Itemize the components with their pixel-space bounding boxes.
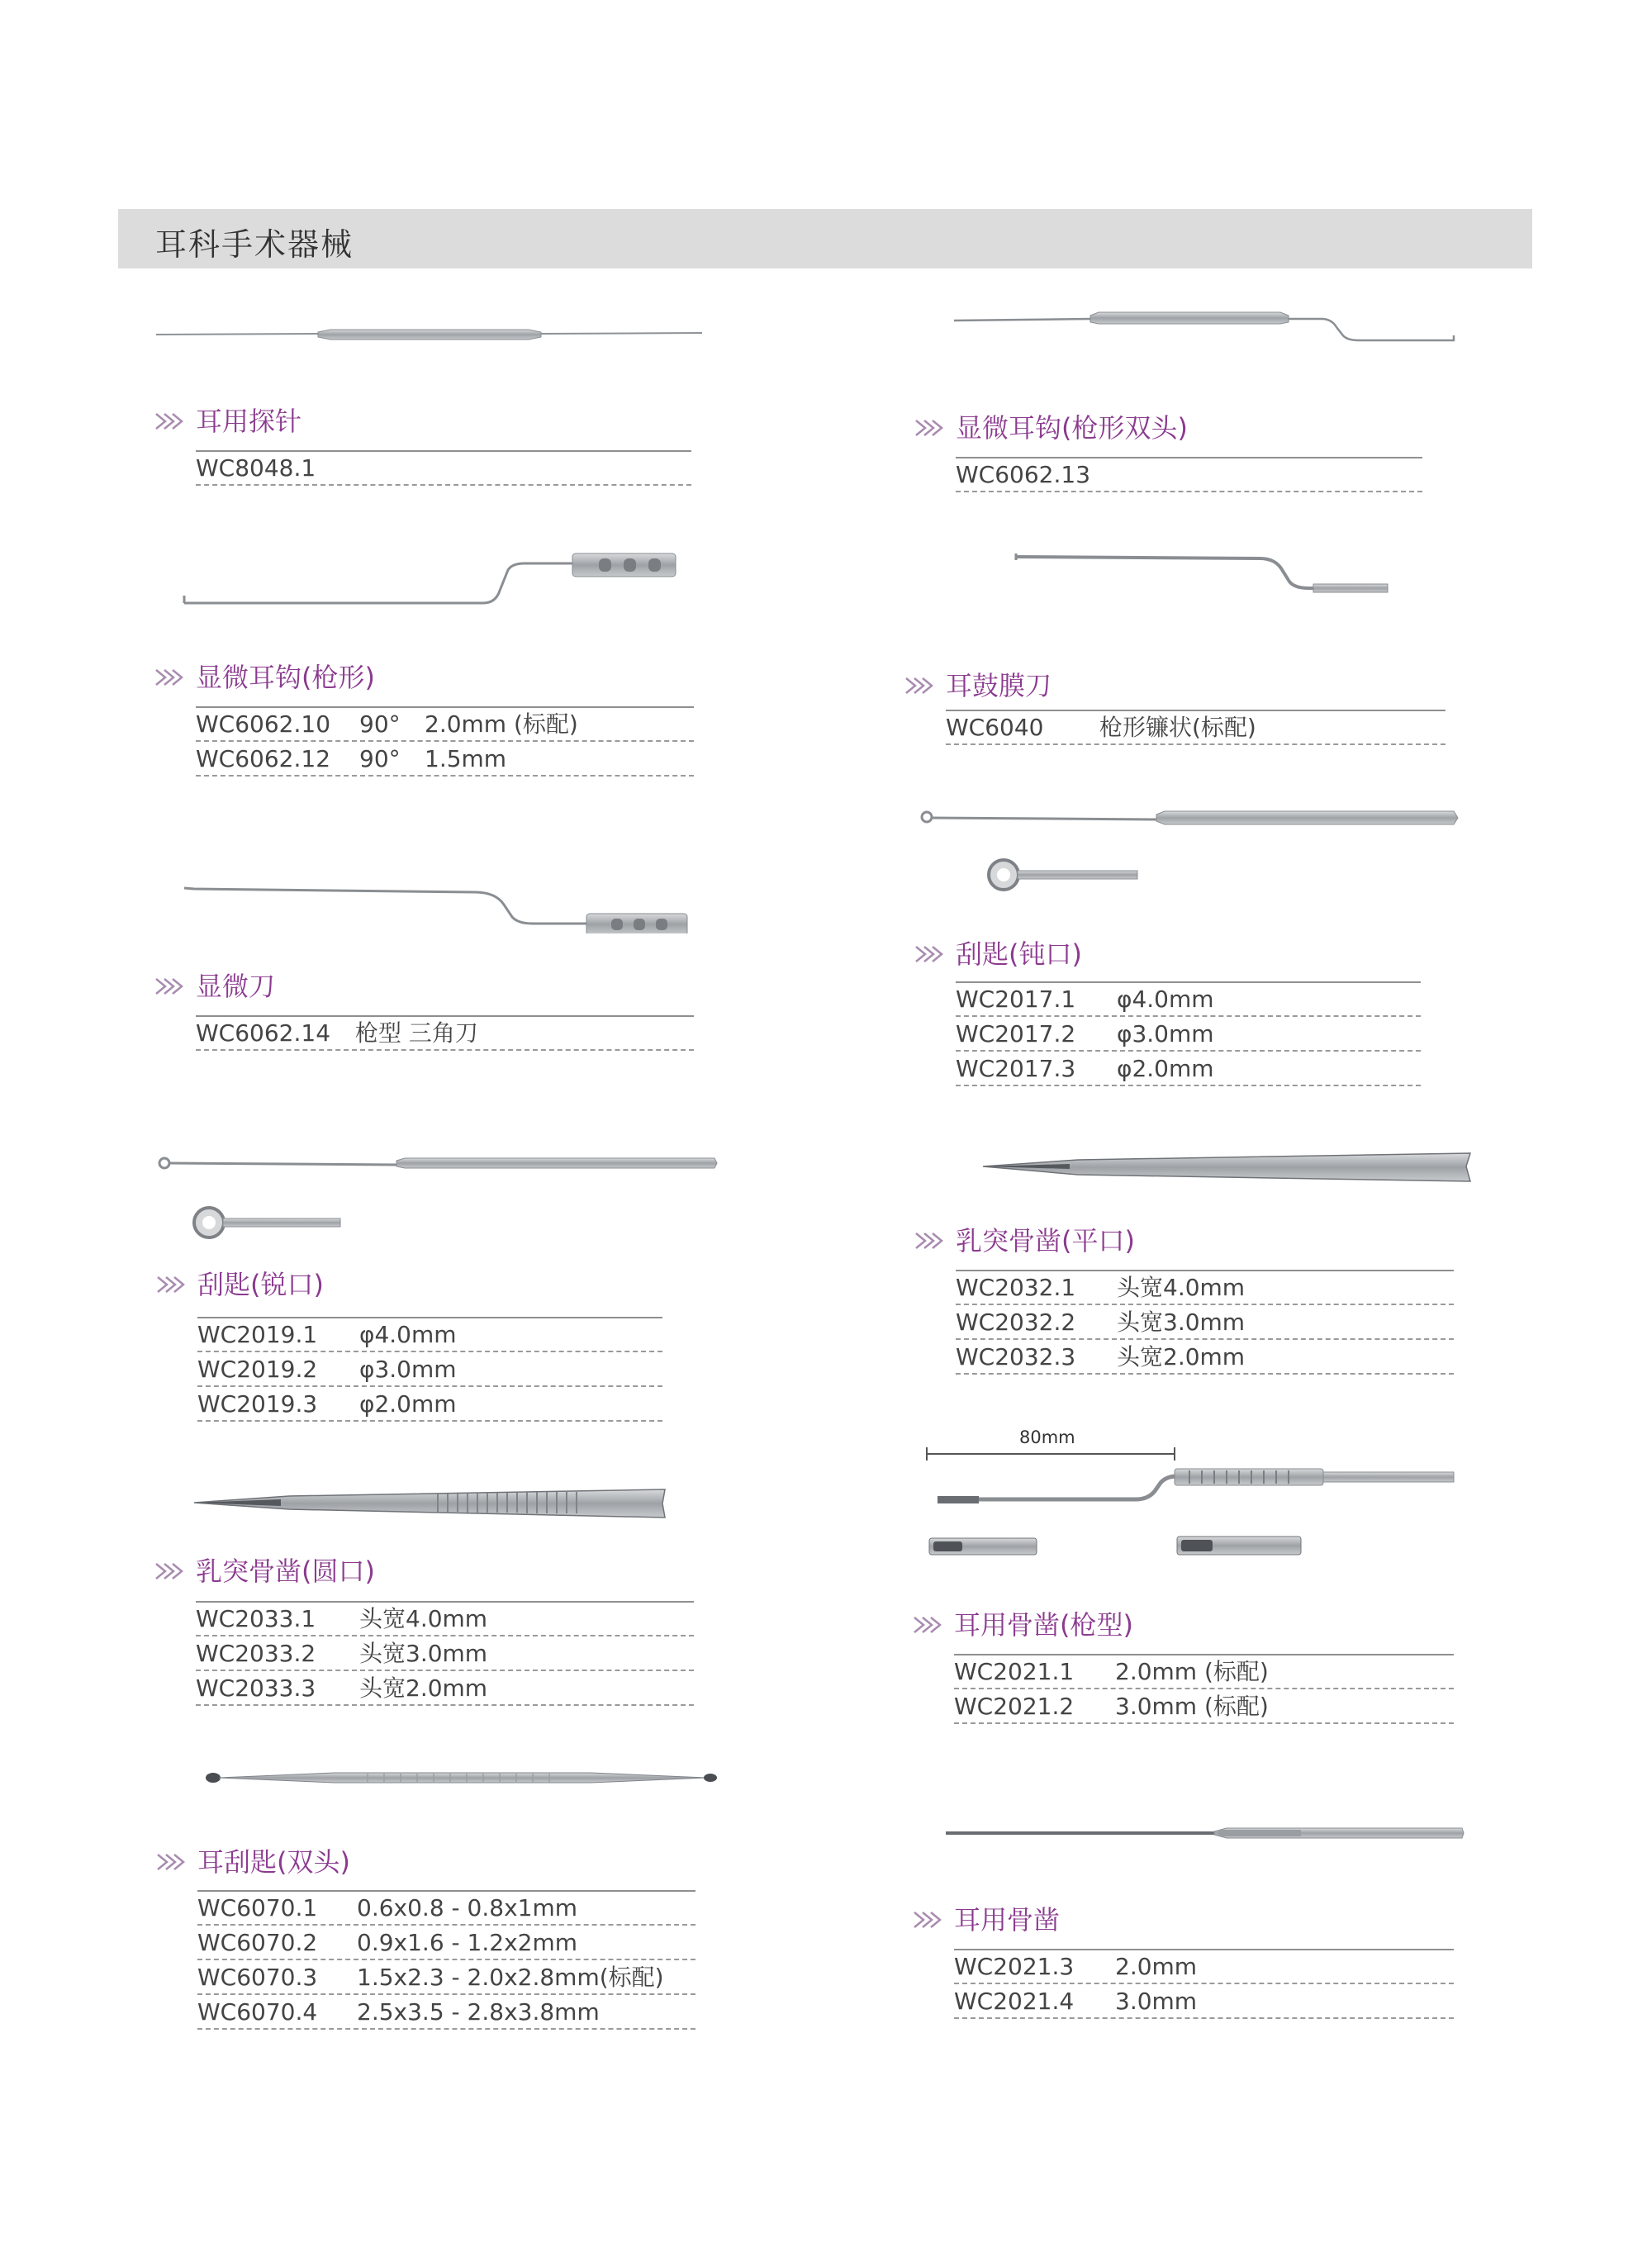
product-code: WC2021.1: [954, 1658, 1075, 1685]
ear-chisel-bayonet-image: [925, 1437, 1458, 1561]
chevron-double-icon: [914, 418, 947, 438]
spec-row: [956, 1340, 1454, 1375]
spec-row: [956, 982, 1421, 1017]
product-code: WC6062.14: [196, 1019, 331, 1047]
spec-row: [197, 1318, 662, 1352]
spec: φ2.0mm: [359, 1390, 457, 1418]
micro-knife-image: [178, 867, 690, 933]
spec-row: [956, 1017, 1421, 1052]
section-title: 耳刮匙(双头): [197, 1846, 350, 1878]
spec-row: [197, 1891, 695, 1926]
spec-row: [197, 1352, 662, 1387]
section-title: 乳突骨凿(平口): [956, 1225, 1135, 1256]
spec-row: [956, 458, 1422, 492]
spec: 1.5x2.3 - 2.0x2.8mm(标配): [357, 1964, 664, 1991]
product-code: WC2017.1: [956, 986, 1076, 1013]
spec: 枪型 三角刀: [355, 1019, 478, 1047]
spec: 3.0mm (标配): [1115, 1693, 1269, 1720]
mastoid-gouge-round-image: [190, 1483, 669, 1524]
spec: 枪形镰状(标配): [1099, 714, 1256, 741]
angle: 90°: [359, 745, 401, 772]
spec: 2.0mm (标配): [425, 710, 578, 738]
micro-ear-hook-double-image: [950, 297, 1458, 347]
section-curette-blunt: [914, 936, 1459, 1101]
section-title: 耳用骨凿(枪型): [954, 1609, 1133, 1641]
chevron-double-icon: [154, 1561, 187, 1581]
section-micro-ear-hook-bayonet: [154, 659, 699, 783]
spec: 2.0mm: [1115, 1953, 1198, 1980]
product-code: WC2033.3: [196, 1674, 316, 1702]
spec-row: [196, 1016, 694, 1051]
spec: φ4.0mm: [1117, 986, 1214, 1013]
spec-row: [196, 742, 694, 777]
section-title: 耳鼓膜刀: [946, 670, 1052, 701]
section-ear-chisel: [912, 1902, 1474, 2026]
product-code: WC6070.1: [197, 1894, 318, 1921]
spec-row: [196, 451, 691, 486]
product-code: WC2019.3: [197, 1390, 318, 1418]
product-code: WC6070.3: [197, 1964, 318, 1991]
spec: 头宽2.0mm: [359, 1674, 488, 1702]
spec-row: [954, 1689, 1454, 1724]
spec-row: [956, 1052, 1421, 1086]
section-title: 乳突骨凿(圆口): [196, 1556, 375, 1587]
spec-row: [956, 1271, 1454, 1305]
section-mastoid-chisel-flat: [914, 1223, 1459, 1388]
spec: 头宽3.0mm: [359, 1640, 488, 1667]
spec-row: [197, 1995, 695, 2030]
spec: 头宽3.0mm: [1117, 1309, 1246, 1336]
spec-row: [196, 1671, 694, 1706]
spec: 1.5mm: [425, 745, 507, 772]
spec-row: [197, 1960, 695, 1995]
product-code: WC2032.3: [956, 1343, 1076, 1370]
chevron-double-icon: [904, 676, 937, 696]
spec-row: [946, 710, 1446, 745]
spec: φ2.0mm: [1117, 1055, 1214, 1082]
section-ear-probe: [154, 403, 699, 494]
section-title: 刮匙(钝口): [956, 938, 1082, 970]
product-code: WC2019.2: [197, 1356, 318, 1383]
product-code: WC2033.2: [196, 1640, 316, 1667]
ear-curette-double-image: [202, 1761, 723, 1794]
spec-row: [196, 1602, 694, 1636]
ear-probe-image: [153, 318, 706, 351]
section-title: 刮匙(锐口): [197, 1269, 324, 1300]
product-code: WC6062.13: [956, 461, 1091, 488]
product-code: WC2021.3: [954, 1953, 1075, 1980]
spec: 0.6x0.8 - 0.8x1mm: [357, 1894, 577, 1921]
product-code: WC2032.2: [956, 1309, 1076, 1336]
spec-row: [954, 1950, 1454, 1984]
product-code: WC6070.2: [197, 1929, 318, 1956]
curette-sharp-image: [157, 1147, 719, 1246]
section-mastoid-gouge-round: [154, 1553, 699, 1718]
spec-row: [196, 707, 694, 742]
chevron-double-icon: [914, 944, 947, 964]
section-header-bar: [118, 209, 1532, 268]
tympanic-knife-image: [1012, 545, 1392, 599]
spec: 头宽4.0mm: [1117, 1274, 1246, 1301]
spec: φ3.0mm: [359, 1356, 457, 1383]
chevron-double-icon: [154, 411, 187, 431]
chevron-double-icon: [914, 1231, 947, 1251]
section-ear-chisel-bayonet: [912, 1607, 1474, 1731]
micro-ear-hook-bayonet-image: [178, 545, 677, 611]
product-code: WC2021.4: [954, 1988, 1075, 2015]
section-micro-knife: [154, 968, 699, 1059]
section-tympanic-knife: [904, 667, 1449, 758]
product-code: WC8048.1: [196, 454, 316, 482]
section-ear-curette-double: [155, 1844, 717, 2050]
chevron-double-icon: [154, 976, 187, 996]
product-code: WC6062.12: [196, 745, 331, 772]
section-title: 耳用探针: [196, 406, 302, 437]
spec: 2.5x3.5 - 2.8x3.8mm: [357, 1998, 600, 2026]
section-curette-sharp: [155, 1266, 700, 1432]
spec: 头宽2.0mm: [1117, 1343, 1246, 1370]
mastoid-chisel-flat-image: [979, 1148, 1474, 1185]
section-title: 显微耳钩(枪形双头): [956, 412, 1188, 444]
chevron-double-icon: [154, 667, 187, 687]
spec-row: [197, 1926, 695, 1960]
section-micro-ear-hook-double: [914, 410, 1459, 501]
product-code: WC2017.2: [956, 1020, 1076, 1047]
page-title: 耳科手术器械: [155, 226, 354, 263]
spec: 3.0mm: [1115, 1988, 1198, 2015]
product-code: WC6062.10: [196, 710, 331, 738]
spec-row: [197, 1387, 662, 1422]
chevron-double-icon: [912, 1615, 945, 1635]
section-title: 显微耳钩(枪形): [196, 662, 375, 693]
section-title: 显微刀: [196, 971, 276, 1002]
spec: φ4.0mm: [359, 1321, 457, 1348]
product-code: WC2019.1: [197, 1321, 318, 1348]
spec: φ3.0mm: [1117, 1020, 1214, 1047]
product-code: WC2021.2: [954, 1693, 1075, 1720]
ear-chisel-image: [942, 1820, 1466, 1845]
product-code: WC2032.1: [956, 1274, 1076, 1301]
chevron-double-icon: [155, 1275, 188, 1294]
product-code: WC6070.4: [197, 1998, 318, 2026]
spec-row: [196, 1636, 694, 1671]
chevron-double-icon: [912, 1910, 945, 1930]
dimension-label: 80mm: [1019, 1427, 1075, 1447]
spec: 头宽4.0mm: [359, 1605, 488, 1632]
curette-blunt-image: [917, 803, 1462, 894]
spec-row: [956, 1305, 1454, 1340]
product-code: WC2033.1: [196, 1605, 316, 1632]
spec-row: [954, 1655, 1454, 1689]
section-title: 耳用骨凿: [954, 1904, 1061, 1936]
chevron-double-icon: [155, 1852, 188, 1872]
product-code: WC6040: [946, 714, 1044, 741]
product-code: WC2017.3: [956, 1055, 1076, 1082]
spec-row: [954, 1984, 1454, 2019]
angle: 90°: [359, 710, 401, 738]
spec: 2.0mm (标配): [1115, 1658, 1269, 1685]
spec: 0.9x1.6 - 1.2x2mm: [357, 1929, 577, 1956]
